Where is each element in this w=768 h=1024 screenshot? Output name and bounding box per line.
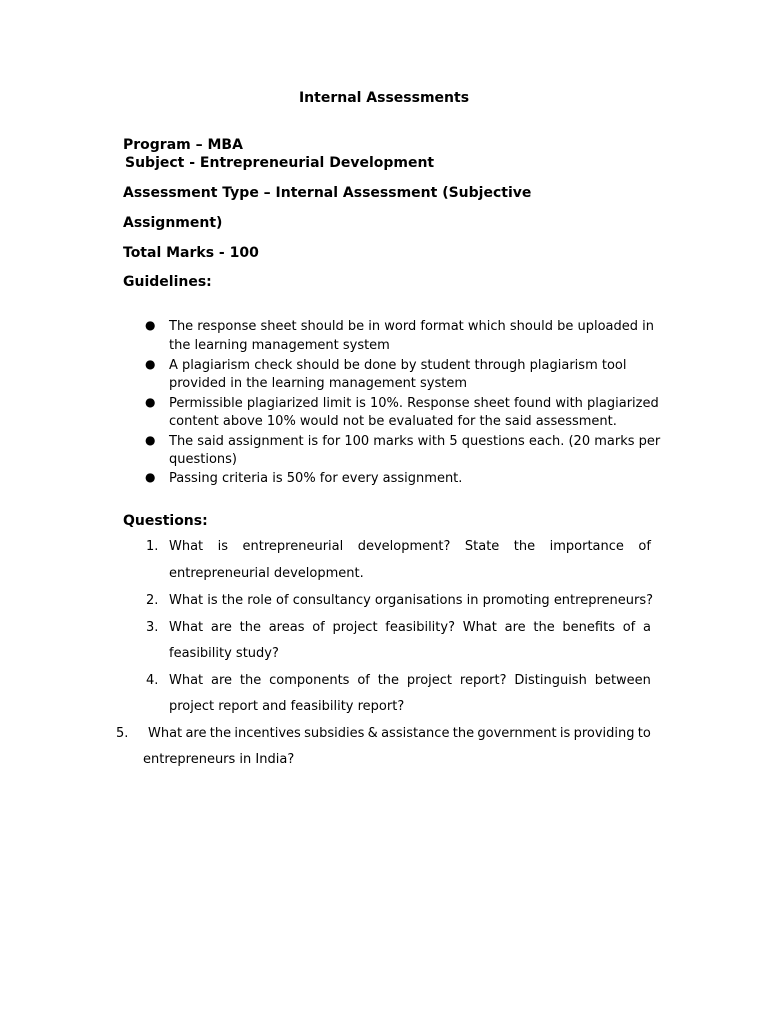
word: the (377, 673, 400, 688)
question-text-cont: entrepreneurs in India? (143, 752, 295, 767)
bullet-icon: ● (145, 470, 156, 484)
question-text-cont: project report and feasibility report? (169, 699, 405, 714)
question-text-cont: entrepreneurial development. (169, 566, 364, 581)
word: providing (573, 726, 635, 741)
guideline-text-cont: the learning management system (169, 338, 390, 353)
word: of (312, 620, 325, 635)
word: What (169, 620, 204, 635)
word: of (638, 539, 651, 554)
total-marks-line: Total Marks - 100 (123, 245, 259, 261)
word: areas (268, 620, 305, 635)
word: are (185, 726, 207, 741)
question-text (148, 726, 651, 741)
word: report? (459, 673, 507, 688)
assessment-type-line: Assessment Type – Internal Assessment (Subjective (123, 185, 532, 201)
bullet-icon: ● (145, 357, 156, 371)
word: a (642, 620, 651, 635)
question-number: 5. (116, 726, 129, 741)
guidelines-heading: Guidelines: (123, 274, 212, 290)
subject-line: Subject - Entrepreneurial Development (125, 155, 435, 171)
word: components (269, 673, 350, 688)
word: are (211, 673, 233, 688)
word: the (533, 620, 555, 635)
word: the (513, 539, 536, 554)
guideline-text-cont: content above 10% would not be evaluated for the said assessment. (169, 414, 617, 429)
guideline-text: A plagiarism check should be done by student through plagiarism tool (169, 358, 627, 373)
word: What (169, 539, 204, 554)
guideline-text-cont: provided in the learning management system (169, 376, 468, 391)
word: What (169, 673, 204, 688)
word: State (464, 539, 500, 554)
question-text-cont: feasibility study? (169, 646, 279, 661)
word: is (559, 726, 571, 741)
word: is (217, 539, 229, 554)
word: the (452, 726, 475, 741)
guideline-text: Permissible plagiarized limit is 10%. Response sheet found with plagiarized (169, 396, 659, 411)
program-line: Program – MBA (123, 137, 243, 153)
word: between (594, 673, 651, 688)
assessment-type-line-2: Assignment) (123, 215, 223, 231)
word: What (148, 726, 183, 741)
word: the (239, 673, 262, 688)
word: What (462, 620, 497, 635)
question-text (169, 539, 651, 554)
word: to (637, 726, 651, 741)
word: are (210, 620, 232, 635)
word: assistance (381, 726, 450, 741)
word: the (209, 726, 232, 741)
question-number: 1. (146, 539, 159, 554)
guideline-text: Passing criteria is 50% for every assignment. (169, 471, 463, 486)
word: subsidies (304, 726, 365, 741)
question-number: 2. (146, 593, 159, 608)
word: benefits (562, 620, 615, 635)
word: the (239, 620, 261, 635)
word: development? (357, 539, 451, 554)
bullet-icon: ● (145, 433, 156, 447)
question-text (169, 673, 651, 688)
word: government (477, 726, 557, 741)
word: Distinguish (514, 673, 587, 688)
question-number: 4. (146, 673, 159, 688)
word: & (367, 726, 378, 741)
word: incentives (234, 726, 301, 741)
guideline-text: The said assignment is for 100 marks with 5 questions each. (20 marks per (169, 434, 661, 449)
bullet-icon: ● (145, 395, 156, 409)
guideline-text: The response sheet should be in word format which should be uploaded in (169, 319, 654, 334)
question-number: 3. (146, 620, 159, 635)
word: of (357, 673, 370, 688)
question-text: What is the role of consultancy organisations in promoting entrepreneurs? (169, 593, 654, 608)
word: entrepreneurial (242, 539, 344, 554)
word: of (622, 620, 636, 635)
question-text (169, 620, 651, 635)
word: project (332, 620, 378, 635)
word: project (406, 673, 453, 688)
guideline-text-cont: questions) (169, 452, 238, 467)
word: are (504, 620, 526, 635)
questions-heading: Questions: (123, 513, 208, 529)
page-title: Internal Assessments (298, 90, 470, 106)
bullet-icon: ● (145, 318, 156, 332)
word: importance (549, 539, 624, 554)
word: feasibility? (385, 620, 455, 635)
